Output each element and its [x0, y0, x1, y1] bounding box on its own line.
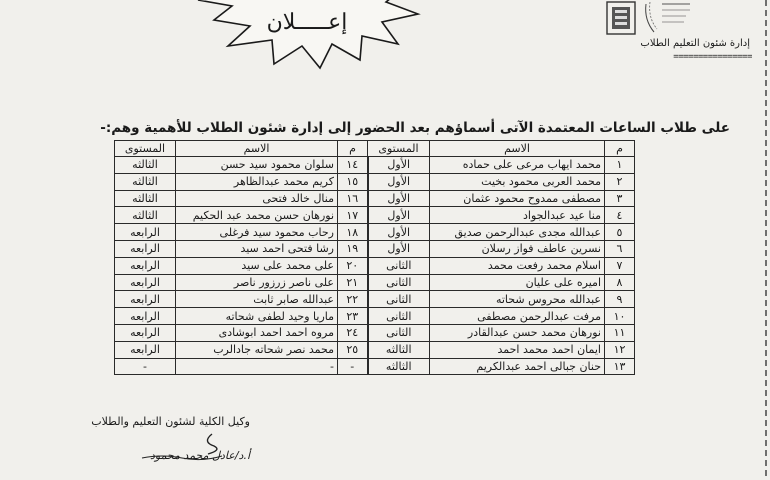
- row-number: ١٣: [605, 358, 635, 375]
- student-level: الثالثه: [115, 207, 176, 224]
- student-level: الثانى: [368, 257, 430, 274]
- row-number: ١٨: [338, 224, 368, 241]
- office-label: إدارة شئون التعليم الطلاب: [640, 38, 750, 49]
- student-name: محمد العربى محمود بخيت: [430, 173, 605, 190]
- student-name: كريم محمد عبدالظاهر: [176, 173, 338, 190]
- row-number: ٢٥: [338, 341, 368, 358]
- student-name: على ناصر زرزور ناصر: [176, 274, 338, 291]
- student-name: مصطفى ممدوح محمود عثمان: [430, 190, 605, 207]
- student-name: عبدالله مجدى عبدالرحمن صديق: [430, 224, 605, 241]
- office-separator: ================: [673, 52, 752, 62]
- student-name: اسلام محمد رفعت محمد: [430, 257, 605, 274]
- student-name: منا عيد عبدالجواد: [430, 207, 605, 224]
- table-row: [115, 291, 635, 308]
- row-number: ١٩: [338, 240, 368, 257]
- student-name: على محمد على سيد: [176, 257, 338, 274]
- student-name: حنان جبالى احمد عبدالكريم: [430, 358, 605, 375]
- row-number: ١٤: [338, 157, 368, 174]
- student-name: سلوان محمود سيد حسن: [176, 157, 338, 174]
- table-row: [115, 157, 635, 174]
- student-name: عبدالله صابر ثابت: [176, 291, 338, 308]
- student-name: اميره على عليان: [430, 274, 605, 291]
- row-number: ٧: [605, 257, 635, 274]
- student-level: الرابعه: [115, 240, 176, 257]
- handwritten-signature: [122, 428, 232, 468]
- student-level: الثالثه: [368, 358, 430, 375]
- student-level: الرابعه: [115, 341, 176, 358]
- row-number: ٢٤: [338, 324, 368, 341]
- table-row: [115, 341, 635, 358]
- intro-text: على طلاب الساعات المعتمدة الآتى أسماؤهم بعد الحضور إلى إدارة شئون الطلاب للأهمية وهم:-: [100, 120, 730, 136]
- scan-edge-marks: [762, 0, 770, 480]
- student-name: رشا فتحى احمد سيد: [176, 240, 338, 257]
- student-name: نورهان حسن محمد عبد الحكيم: [176, 207, 338, 224]
- student-level: الثالثه: [115, 173, 176, 190]
- row-number: ١٦: [338, 190, 368, 207]
- student-level: الثالثه: [368, 341, 430, 358]
- student-name: ماريا وحيد لطفى شحاته: [176, 308, 338, 325]
- student-level: الأول: [368, 224, 430, 241]
- table-row: [115, 240, 635, 257]
- student-level: الأول: [368, 207, 430, 224]
- student-level: الرابعه: [115, 291, 176, 308]
- student-name: نورهان محمد حسن عبدالقادر: [430, 324, 605, 341]
- row-number: ٢: [605, 173, 635, 190]
- col-header-num: م: [605, 141, 635, 157]
- signature-name: أ.د/عادل محمد محمود: [149, 449, 250, 462]
- student-name: مروه احمد احمد ابوشادى: [176, 324, 338, 341]
- table-row: [115, 358, 635, 375]
- col-header-name: الاسم: [176, 141, 338, 157]
- row-number: ١٠: [605, 308, 635, 325]
- table-row: [115, 190, 635, 207]
- row-number: ١١: [605, 324, 635, 341]
- student-level: الأول: [368, 157, 430, 174]
- row-number: ٢٣: [338, 308, 368, 325]
- table-row: [115, 224, 635, 241]
- student-name: نسرين عاطف فواز رسلان: [430, 240, 605, 257]
- col-header-name: الاسم: [430, 141, 605, 157]
- student-level: الثانى: [368, 308, 430, 325]
- student-level: الأول: [368, 190, 430, 207]
- table-row: [115, 207, 635, 224]
- row-number: ١٥: [338, 173, 368, 190]
- row-number: ١٧: [338, 207, 368, 224]
- student-name: ايمان احمد محمد احمد: [430, 341, 605, 358]
- student-level: الرابعه: [115, 274, 176, 291]
- table-row: [115, 308, 635, 325]
- table-row: [115, 257, 635, 274]
- student-level: الأول: [368, 173, 430, 190]
- table-row: [115, 324, 635, 341]
- student-name: عبدالله محروس شحاته: [430, 291, 605, 308]
- student-name: -: [176, 358, 338, 375]
- row-number: ٤: [605, 207, 635, 224]
- row-number: ٩: [605, 291, 635, 308]
- row-number: ٣: [605, 190, 635, 207]
- student-level: الرابعه: [115, 224, 176, 241]
- row-number: ٥: [605, 224, 635, 241]
- student-level: الثانى: [368, 324, 430, 341]
- student-name: محمد ايهاب مرعى على حماده: [430, 157, 605, 174]
- student-level: -: [115, 358, 176, 375]
- student-level: الأول: [368, 240, 430, 257]
- student-level: الثانى: [368, 291, 430, 308]
- col-header-num: م: [338, 141, 368, 157]
- student-level: الرابعه: [115, 324, 176, 341]
- table-row: [115, 173, 635, 190]
- row-number: ٢١: [338, 274, 368, 291]
- student-level: الثالثه: [115, 157, 176, 174]
- student-level: الثانى: [368, 274, 430, 291]
- row-number: -: [338, 358, 368, 375]
- announcement-title: إعـــــلان: [266, 10, 348, 35]
- col-header-level: المستوى: [368, 141, 430, 157]
- row-number: ٢٢: [338, 291, 368, 308]
- student-name: رحاب محمود سيد فرغلى: [176, 224, 338, 241]
- student-name: محمد نصر شحاته جادالرب: [176, 341, 338, 358]
- row-number: ٨: [605, 274, 635, 291]
- students-table: [114, 140, 634, 375]
- col-header-level: المستوى: [115, 141, 176, 157]
- signature-role: وكيل الكلية لشئون التعليم والطلاب: [91, 415, 250, 428]
- student-name: مرفت عبدالرحمن مصطفى: [430, 308, 605, 325]
- row-number: ٢٠: [338, 257, 368, 274]
- table-row: [115, 274, 635, 291]
- row-number: ٦: [605, 240, 635, 257]
- faculty-emblem-icon: [640, 0, 692, 38]
- student-level: الرابعه: [115, 257, 176, 274]
- table-header-row: [115, 141, 635, 157]
- row-number: ١: [605, 157, 635, 174]
- student-name: منال خالد فتحى: [176, 190, 338, 207]
- university-seal-icon: [604, 0, 638, 36]
- student-level: الرابعه: [115, 308, 176, 325]
- row-number: ١٢: [605, 341, 635, 358]
- student-level: الثالثه: [115, 190, 176, 207]
